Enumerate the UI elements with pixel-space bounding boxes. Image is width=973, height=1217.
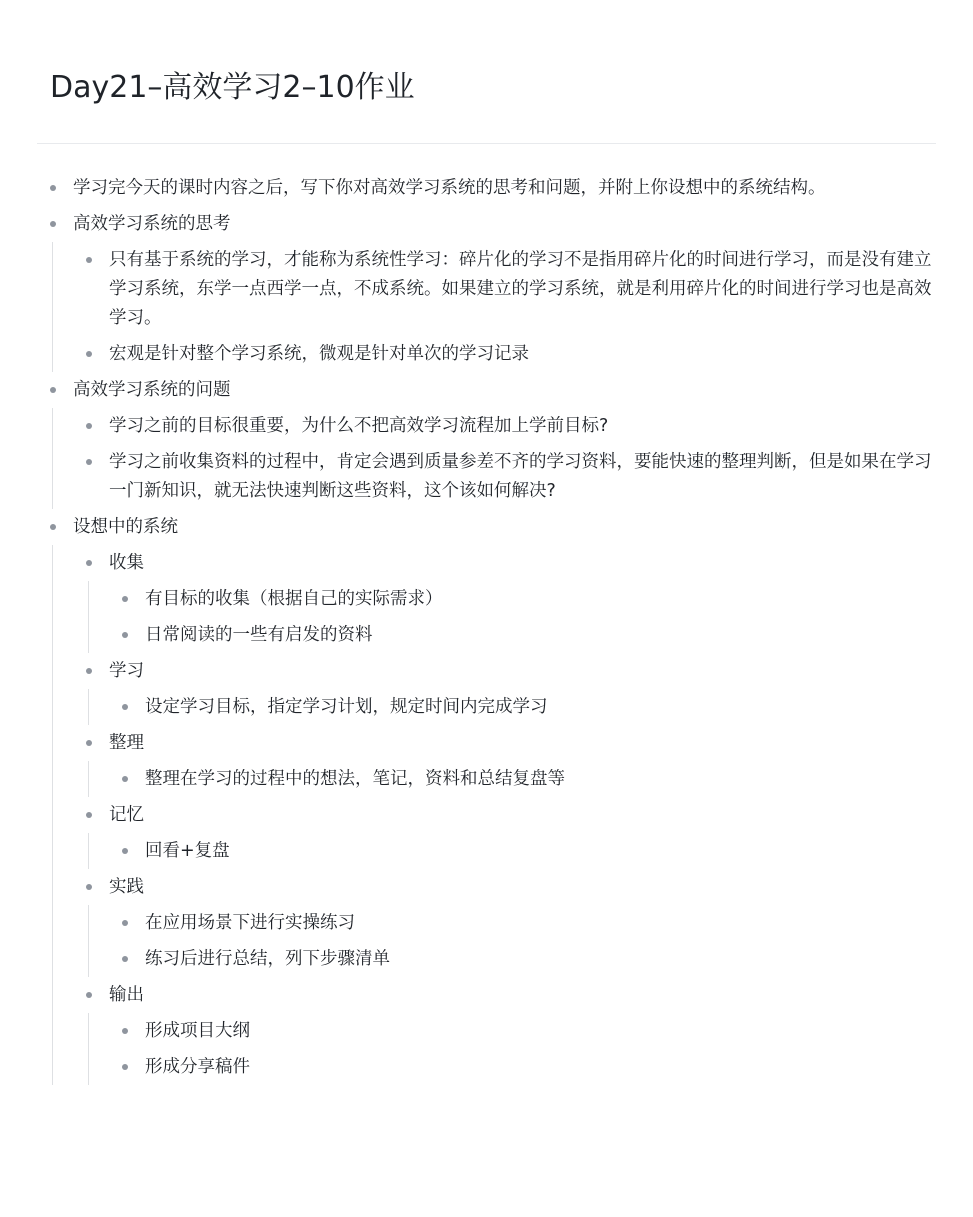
outline-node-text[interactable]: 只有基于系统的学习，才能称为系统性学习：碎片化的学习不是指用碎片化的时间进行学习，而是没有建立学习系统，东学一点西学一点，不成系统。如果建立的学习系统，就是利用碎片化的时间进行学习也是高效学习。 <box>109 249 932 328</box>
bullet-dot-icon[interactable] <box>122 956 128 962</box>
bullet-dot-icon[interactable] <box>50 185 56 191</box>
bullet-dot-icon[interactable] <box>50 387 56 393</box>
outline-node-row[interactable] <box>108 761 936 797</box>
outline-root-list <box>36 170 936 1085</box>
outline-node <box>108 761 936 797</box>
outline-node-row[interactable] <box>72 444 936 509</box>
outline-node-row[interactable] <box>108 617 936 653</box>
outline-node-text[interactable]: 形成分享稿件 <box>145 1056 250 1077</box>
outline-tree <box>36 170 936 1085</box>
outline-node-text[interactable]: 日常阅读的一些有启发的资料 <box>145 624 373 645</box>
outline-node <box>72 444 936 509</box>
outline-node <box>108 905 936 941</box>
outline-node-row[interactable] <box>108 905 936 941</box>
outline-node-row[interactable] <box>108 689 936 725</box>
outline-children-list <box>36 545 936 1085</box>
outline-node <box>36 170 936 206</box>
outline-node-row[interactable] <box>72 797 936 833</box>
outline-node-row[interactable] <box>108 1013 936 1049</box>
outline-node <box>72 869 936 977</box>
outline-node <box>36 509 936 1085</box>
outline-node-row[interactable] <box>72 653 936 689</box>
outline-node-text[interactable]: 高效学习系统的思考 <box>73 213 231 234</box>
bullet-dot-icon[interactable] <box>86 884 92 890</box>
outline-node-text[interactable]: 回看+复盘 <box>145 840 230 861</box>
outline-node-text[interactable]: 学习 <box>109 660 144 681</box>
outline-children-list <box>72 689 936 725</box>
title-divider <box>37 143 936 144</box>
bullet-dot-icon[interactable] <box>86 812 92 818</box>
bullet-dot-icon[interactable] <box>86 740 92 746</box>
outline-node <box>108 581 936 617</box>
bullet-dot-icon[interactable] <box>122 596 128 602</box>
bullet-dot-icon[interactable] <box>122 848 128 854</box>
outline-node <box>72 545 936 653</box>
outline-node-text[interactable]: 设定学习目标，指定学习计划，规定时间内完成学习 <box>145 696 548 717</box>
outline-node <box>72 242 936 336</box>
outline-node <box>108 1013 936 1049</box>
outline-node-row[interactable] <box>36 206 936 242</box>
bullet-dot-icon[interactable] <box>122 1028 128 1034</box>
outline-children-list <box>72 761 936 797</box>
outline-node-row[interactable] <box>108 833 936 869</box>
outline-node-text[interactable]: 学习之前收集资料的过程中，肯定会遇到质量参差不齐的学习资料，要能快速的整理判断，但是如果在学习一门新知识，就无法快速判断这些资料，这个该如何解决? <box>109 451 932 501</box>
bullet-dot-icon[interactable] <box>86 351 92 357</box>
bullet-dot-icon[interactable] <box>50 524 56 530</box>
outline-node-text[interactable]: 整理 <box>109 732 144 753</box>
outline-node <box>72 408 936 444</box>
bullet-dot-icon[interactable] <box>122 776 128 782</box>
outline-node <box>108 833 936 869</box>
page-title: Day21–高效学习2–10作业 <box>50 70 415 105</box>
outline-node-row[interactable] <box>72 545 936 581</box>
outline-children-list <box>36 408 936 509</box>
outline-node-text[interactable]: 整理在学习的过程中的想法，笔记，资料和总结复盘等 <box>145 768 565 789</box>
outline-node-text[interactable]: 记忆 <box>109 804 144 825</box>
outline-node-text[interactable]: 学习之前的目标很重要，为什么不把高效学习流程加上学前目标? <box>109 415 609 436</box>
bullet-dot-icon[interactable] <box>86 459 92 465</box>
outline-node-row[interactable] <box>72 336 936 372</box>
outline-node-text[interactable]: 收集 <box>109 552 144 573</box>
outline-node <box>72 336 936 372</box>
outline-node-text[interactable]: 学习完今天的课时内容之后，写下你对高效学习系统的思考和问题，并附上你设想中的系统结构。 <box>73 177 826 198</box>
outline-node-row[interactable] <box>72 408 936 444</box>
bullet-dot-icon[interactable] <box>86 423 92 429</box>
bullet-dot-icon[interactable] <box>86 992 92 998</box>
outline-node <box>108 941 936 977</box>
outline-node <box>36 372 936 509</box>
bullet-dot-icon[interactable] <box>86 668 92 674</box>
outline-node-text[interactable]: 设想中的系统 <box>73 516 178 537</box>
outline-node-row[interactable] <box>36 509 936 545</box>
bullet-dot-icon[interactable] <box>122 1064 128 1070</box>
outline-children-list <box>72 1013 936 1085</box>
outline-node-row[interactable] <box>108 1049 936 1085</box>
outline-node-text[interactable]: 在应用场景下进行实操练习 <box>145 912 355 933</box>
outline-node <box>108 689 936 725</box>
outline-node-row[interactable] <box>108 581 936 617</box>
outline-node <box>72 725 936 797</box>
outline-node-text[interactable]: 有目标的收集（根据自己的实际需求） <box>145 588 443 609</box>
outline-node-text[interactable]: 宏观是针对整个学习系统，微观是针对单次的学习记录 <box>109 343 529 364</box>
outline-node <box>72 797 936 869</box>
bullet-dot-icon[interactable] <box>50 221 56 227</box>
bullet-dot-icon[interactable] <box>122 632 128 638</box>
outline-children-list <box>72 833 936 869</box>
bullet-dot-icon[interactable] <box>86 560 92 566</box>
outline-node-text[interactable]: 高效学习系统的问题 <box>73 379 231 400</box>
bullet-dot-icon[interactable] <box>122 920 128 926</box>
outline-node <box>108 1049 936 1085</box>
outline-node-text[interactable]: 练习后进行总结，列下步骤清单 <box>145 948 390 969</box>
outline-node-row[interactable] <box>36 170 936 206</box>
outline-node <box>72 653 936 725</box>
bullet-dot-icon[interactable] <box>86 257 92 263</box>
outline-node <box>72 977 936 1085</box>
outline-node-row[interactable] <box>36 372 936 408</box>
outline-node-text[interactable]: 输出 <box>109 984 144 1005</box>
outline-node-row[interactable] <box>72 242 936 336</box>
outline-node-row[interactable] <box>72 725 936 761</box>
outline-node-text[interactable]: 形成项目大纲 <box>145 1020 250 1041</box>
outline-children-list <box>36 242 936 372</box>
outline-node <box>36 206 936 372</box>
outline-node-row[interactable] <box>108 941 936 977</box>
outline-node-text[interactable]: 实践 <box>109 876 144 897</box>
outline-node <box>108 617 936 653</box>
outline-children-list <box>72 581 936 653</box>
outline-node-row[interactable] <box>72 977 936 1013</box>
outline-node-row[interactable] <box>72 869 936 905</box>
outline-children-list <box>72 905 936 977</box>
bullet-dot-icon[interactable] <box>122 704 128 710</box>
